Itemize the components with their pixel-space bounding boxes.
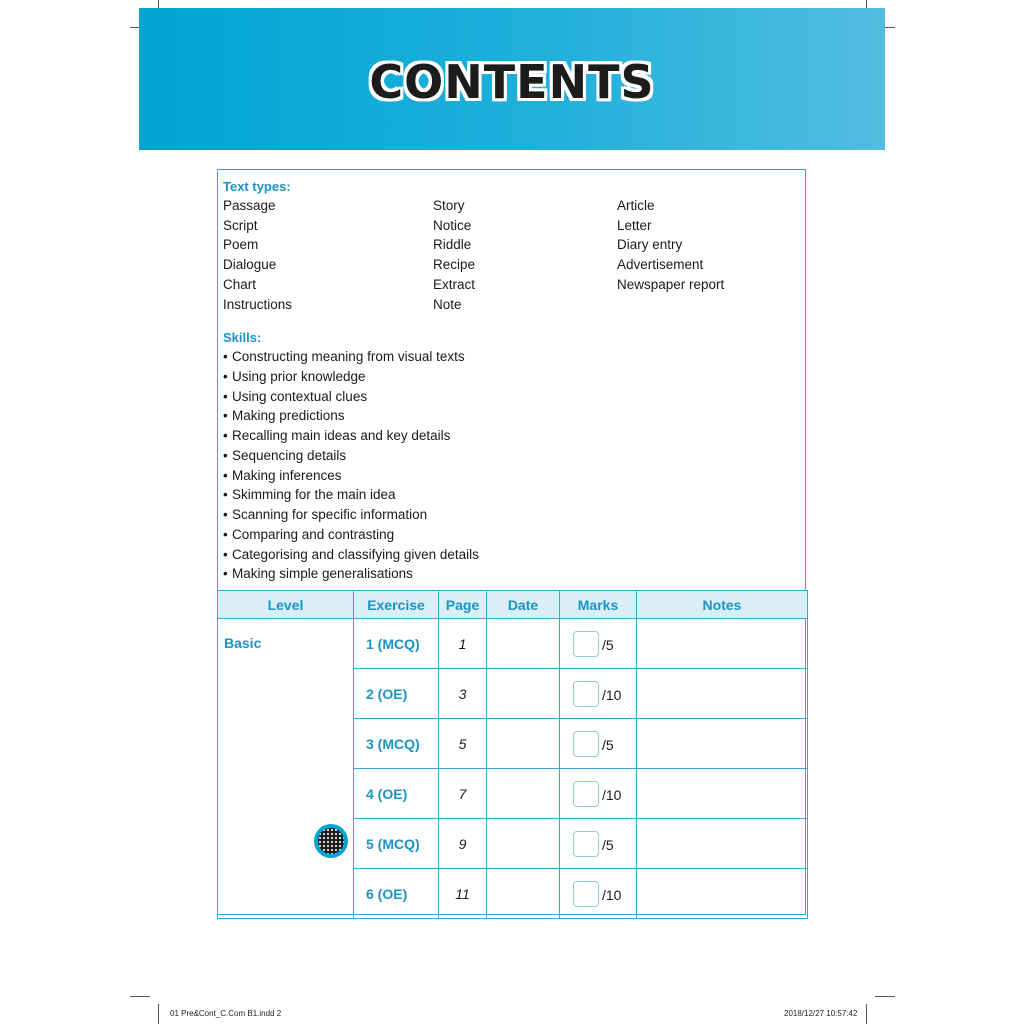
exercise-cell: 6 (OE) — [354, 869, 439, 919]
skill-label: Making inferences — [232, 467, 342, 483]
skill-label: Comparing and contrasting — [232, 526, 395, 542]
skill-item — [223, 566, 413, 581]
header-exercise: Exercise — [354, 591, 439, 619]
bullet: • — [223, 349, 228, 364]
page-cell: 1 — [439, 619, 487, 669]
skill-item — [223, 527, 394, 542]
page-cell: 11 — [439, 869, 487, 919]
skill-label: Skimming for the main idea — [232, 487, 396, 503]
bullet: • — [223, 388, 228, 404]
exercise-cell: 4 (OE) — [354, 769, 439, 819]
marks-total: /5 — [602, 837, 614, 853]
skill-label: Scanning for specific information — [232, 507, 428, 522]
marks-input-box — [573, 681, 599, 707]
exercise-cell: 1 (MCQ) — [354, 619, 439, 669]
notes-cell — [637, 669, 808, 719]
text-type-item: Note — [433, 296, 462, 312]
notes-cell — [637, 819, 808, 869]
marks-cell — [560, 719, 637, 769]
date-cell — [487, 869, 560, 919]
skill-label: Sequencing details — [232, 447, 347, 463]
bullet: • — [223, 368, 228, 384]
skill-label: Making predictions — [232, 408, 345, 424]
title-banner — [139, 8, 885, 150]
footer-filename: 01 Pre&Cont_C.Com B1.indd 2 — [170, 1009, 282, 1018]
bullet: • — [223, 487, 228, 503]
page-cell: 7 — [439, 769, 487, 819]
bullet: • — [223, 447, 228, 463]
table-header-row — [218, 591, 808, 619]
level-label: Basic — [224, 635, 262, 651]
marks-cell — [560, 819, 637, 869]
header-page: Page — [439, 591, 487, 619]
date-cell — [487, 619, 560, 669]
bullet: • — [223, 428, 228, 443]
skill-item — [223, 369, 366, 384]
bullet: • — [223, 566, 228, 582]
notes-cell — [637, 869, 808, 919]
skill-label: Using contextual clues — [232, 388, 368, 404]
skill-label: Making simple generalisations — [232, 566, 413, 582]
text-type-item: Newspaper report — [617, 276, 725, 292]
marks-total: /10 — [602, 687, 622, 703]
text-type-item: Chart — [223, 276, 257, 292]
marks-input-box — [573, 781, 599, 807]
text-type-item: Script — [223, 217, 258, 233]
text-type-item: Recipe — [433, 257, 476, 273]
skill-item — [223, 389, 367, 404]
marks-input-box — [573, 731, 599, 757]
marks-cell — [560, 869, 637, 919]
crop-mark — [875, 996, 895, 997]
date-cell — [487, 669, 560, 719]
exercise-cell: 2 (OE) — [354, 669, 439, 719]
skill-item — [223, 448, 346, 463]
notes-cell — [637, 769, 808, 819]
page-cell: 5 — [439, 719, 487, 769]
crop-mark — [158, 1004, 159, 1024]
exercise-cell: 5 (MCQ) — [354, 819, 439, 869]
skill-label: Categorising and classifying given details — [232, 546, 479, 562]
bullet: • — [223, 546, 228, 562]
footer-timestamp: 2018/12/27 10:57:42 — [784, 1009, 858, 1018]
text-type-item: Riddle — [433, 237, 472, 253]
skill-label: Recalling main ideas and key details — [232, 428, 451, 443]
marks-cell — [560, 619, 637, 669]
header-level: Level — [218, 591, 354, 619]
marks-total: /10 — [602, 887, 622, 903]
qr-code-icon — [318, 828, 344, 854]
text-type-item: Advertisement — [617, 257, 704, 273]
text-type-item: Story — [433, 198, 465, 213]
marks-input-box — [573, 631, 599, 657]
date-cell — [487, 719, 560, 769]
skill-item — [223, 428, 450, 443]
text-types-heading: Text types: — [223, 179, 291, 194]
marks-cell — [560, 669, 637, 719]
header-date: Date — [487, 591, 560, 619]
table-row — [218, 619, 808, 669]
date-cell — [487, 819, 560, 869]
text-type-item: Diary entry — [617, 237, 683, 253]
crop-mark — [866, 1004, 867, 1024]
text-type-item: Notice — [433, 217, 472, 233]
bullet: • — [223, 526, 228, 542]
text-type-item: Passage — [223, 198, 276, 213]
skill-label: Constructing meaning from visual texts — [232, 349, 465, 364]
header-marks: Marks — [560, 591, 637, 619]
skill-item — [223, 408, 345, 423]
exercise-cell: 3 (MCQ) — [354, 719, 439, 769]
bullet: • — [223, 507, 228, 522]
text-type-item: Extract — [433, 276, 476, 292]
skill-item — [223, 507, 427, 522]
crop-mark — [130, 996, 150, 997]
text-type-item: Dialogue — [223, 257, 277, 273]
skill-item — [223, 349, 465, 364]
marks-input-box — [573, 881, 599, 907]
marks-total: /5 — [602, 637, 614, 653]
marks-total: /10 — [602, 787, 622, 803]
qr-badge-icon — [314, 824, 348, 858]
skills-heading: Skills: — [223, 330, 262, 345]
skill-item — [223, 487, 396, 502]
skill-item — [223, 547, 479, 562]
page-title: CONTENTS — [369, 55, 655, 109]
marks-cell — [560, 769, 637, 819]
progress-table — [217, 590, 808, 919]
marks-total: /5 — [602, 737, 614, 753]
bullet: • — [223, 408, 228, 424]
skill-label: Using prior knowledge — [232, 368, 366, 384]
bullet: • — [223, 467, 228, 483]
notes-cell — [637, 619, 808, 669]
marks-input-box — [573, 831, 599, 857]
notes-cell — [637, 719, 808, 769]
level-cell — [218, 619, 354, 919]
text-type-item: Letter — [617, 217, 652, 233]
text-type-item: Article — [617, 198, 655, 213]
page-cell: 3 — [439, 669, 487, 719]
page-cell: 9 — [439, 819, 487, 869]
date-cell — [487, 769, 560, 819]
text-type-item: Instructions — [223, 296, 293, 312]
skill-item — [223, 468, 342, 483]
text-type-item: Poem — [223, 237, 259, 253]
header-notes: Notes — [637, 591, 808, 619]
